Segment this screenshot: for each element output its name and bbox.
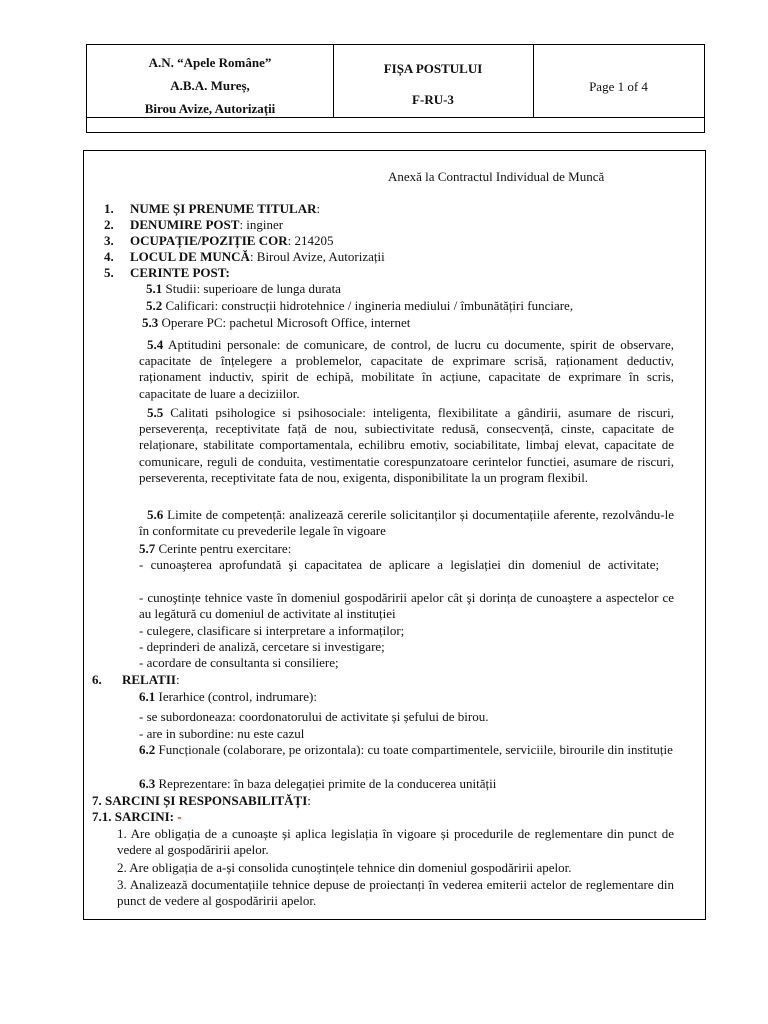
section-label: RELATII xyxy=(122,672,176,687)
relation-number: 6.2 xyxy=(139,742,156,757)
requirement-5-7 xyxy=(139,541,291,557)
item-2 xyxy=(104,217,283,233)
relation-6-1 xyxy=(139,689,317,705)
item-number: 4. xyxy=(104,249,114,264)
requirement-number: 5.2 xyxy=(146,298,163,313)
requirement-5-7-item: - culegere, clasificare si interpretare a informaților; xyxy=(139,623,405,638)
document-header-table xyxy=(86,44,705,133)
item-number: 3. xyxy=(104,233,114,248)
requirement-5-2 xyxy=(146,298,573,314)
task-item: 3. Analizează documentațiile tehnice depuse de proiectanți în vederea emiterii actelor de reglementare din punct de vedere al gospodăririi apelor. xyxy=(117,877,674,909)
section-7-heading xyxy=(92,793,311,809)
document-title-cell xyxy=(333,45,534,117)
page-number: Page 1 of 4 xyxy=(589,79,648,94)
document-code: F-RU-3 xyxy=(412,92,454,107)
relation-6-1-subordinates: - are in subordine: nu este cazul xyxy=(139,726,305,741)
item-value: : xyxy=(316,201,321,216)
page-number-cell xyxy=(533,45,704,117)
requirement-number: 5.5 xyxy=(147,405,164,420)
relation-text: Funcționale (colaborare, pe orizontala): cu toate compartimentele, serviciile, birourile din instituție xyxy=(155,742,673,757)
requirement-number: 5.4 xyxy=(147,337,164,352)
relation-6-1-subordination: - se subordoneaza: coordonatorului de activitate și șefului de birou. xyxy=(139,709,489,724)
task-item: 1. Are obligația de a cunoaște și aplica legislația în vigoare și procedurile de reglementare din punct de vedere al gospodăririi apelor. xyxy=(117,826,674,858)
section-7-1-heading xyxy=(92,809,182,825)
header-divider xyxy=(87,117,704,118)
requirement-number: 5.1 xyxy=(146,281,163,296)
section-title: 7. SARCINI ȘI RESPONSABILITĂȚI xyxy=(92,793,308,808)
item-label: LOCUL DE MUNCĂ xyxy=(130,249,250,264)
requirement-number: 5.6 xyxy=(147,507,164,522)
task-item: 2. Are obligația de a-și consolida cunoștințele tehnice din domeniul gospodăririi apelor. xyxy=(117,860,572,875)
document-title: FIȘA POSTULUI xyxy=(383,61,483,76)
organization-department: Birou Avize, Autorizații xyxy=(144,101,276,116)
relation-number: 6.1 xyxy=(139,689,156,704)
requirement-5-4 xyxy=(139,337,674,402)
requirement-text: Aptitudini personale: de comunicare, de control, de lucru cu documente, spirit de observare, capacitate de înțelegere a problemelor, capacitate de exprimare scrisă, raționament deductiv, raționament inductiv, spirit de echipă, mobilitate în acțiune, capacitate de exprimare în scris, capacitate de luare a deciziilor. xyxy=(139,337,674,401)
requirement-5-7-item: - acordare de consultanta si consiliere; xyxy=(139,655,339,670)
section-number: 6. xyxy=(92,672,102,687)
requirement-text: Calificari: construcții hidrotehnice / ingineria mediului / îmbunătățiri funciare, xyxy=(162,298,574,313)
item-value: : 214205 xyxy=(287,233,334,248)
relation-6-2 xyxy=(139,742,674,758)
requirement-5-7-item: - deprinderi de analiză, cercetare si investigare; xyxy=(139,639,385,654)
organization-subunit: A.B.A. Mureș, xyxy=(170,78,250,93)
relation-6-3 xyxy=(139,776,496,792)
requirement-text: Calitati psihologice si psihosociale: inteligenta, flexibilitate a gândirii, asumare de riscuri, perseverența, receptivitate față de nou, subiectivitate redusă, consecvență, cinste, capacitate de relaționare, stabilitate comportamentala, echilibru emotiv, sociabilitate, limbaj elevat, capacitate de comunicare, reguli de conduita, vestimentatie corespunzatoare cerintelor functiei, asumare de riscuri, perseverenta, receptivitate fata de nou, exigenta, disponibilitate la un program flexibil. xyxy=(139,405,674,485)
item-label: OCUPAȚIE/POZIȚIE COR xyxy=(130,233,288,248)
item-label: NUME ȘI PRENUME TITULAR xyxy=(130,201,317,216)
item-5 xyxy=(104,265,230,281)
item-3 xyxy=(104,233,333,249)
item-4 xyxy=(104,249,385,265)
section-6-heading xyxy=(92,672,180,688)
item-number: 2. xyxy=(104,217,114,232)
requirement-number: 5.3 xyxy=(142,315,159,330)
requirement-number: 5.7 xyxy=(139,541,156,556)
relation-number: 6.3 xyxy=(139,776,156,791)
item-label: DENUMIRE POST xyxy=(130,217,240,232)
requirement-5-5 xyxy=(139,405,674,486)
requirement-5-7-item: - cunoştințe tehnice vaste în domeniul gospodăririi apelor cât şi dorința de cunoaştere a aspectelor ce au legătură cu domeniul de activitate al instituției xyxy=(139,590,674,622)
requirement-5-7-item: - cunoaşterea aprofundată şi capacitatea de aplicare a legislației din domeniul de activitate; xyxy=(139,557,660,572)
item-number: 1. xyxy=(104,201,114,216)
item-value: : inginer xyxy=(239,217,284,232)
requirement-text: Limite de competență: analizează cererile solicitanților și documentațiile aferente, rezolvându-le în conformitate cu prevederile legale în vigoare xyxy=(139,507,674,539)
requirement-5-3 xyxy=(142,315,410,331)
item-1 xyxy=(104,201,320,217)
relation-text: Ierarhice (control, indrumare): xyxy=(155,689,317,704)
organization-name: A.N. “Apele Române” xyxy=(148,55,272,70)
organization-cell xyxy=(87,45,334,117)
item-number: 5. xyxy=(104,265,114,280)
requirement-text: Studii: superioare de lunga durata xyxy=(162,281,341,296)
annex-note: Anexă la Contractul Individual de Muncă xyxy=(388,169,605,184)
requirement-text: Cerinte pentru exercitare: xyxy=(155,541,292,556)
job-description-box xyxy=(83,150,706,920)
subsection-marker: - xyxy=(173,809,182,824)
section-colon: : xyxy=(175,672,180,687)
requirement-5-6 xyxy=(139,507,674,539)
subsection-title: 7.1. SARCINI: xyxy=(92,809,174,824)
item-value: : Biroul Avize, Autorizații xyxy=(249,249,385,264)
item-label: CERINTE POST: xyxy=(130,265,230,280)
requirement-5-1 xyxy=(146,281,341,297)
relation-text: Reprezentare: în baza delegației primite de la conducerea unității xyxy=(155,776,497,791)
requirement-text: Operare PC: pachetul Microsoft Office, internet xyxy=(158,315,411,330)
section-colon: : xyxy=(307,793,311,808)
